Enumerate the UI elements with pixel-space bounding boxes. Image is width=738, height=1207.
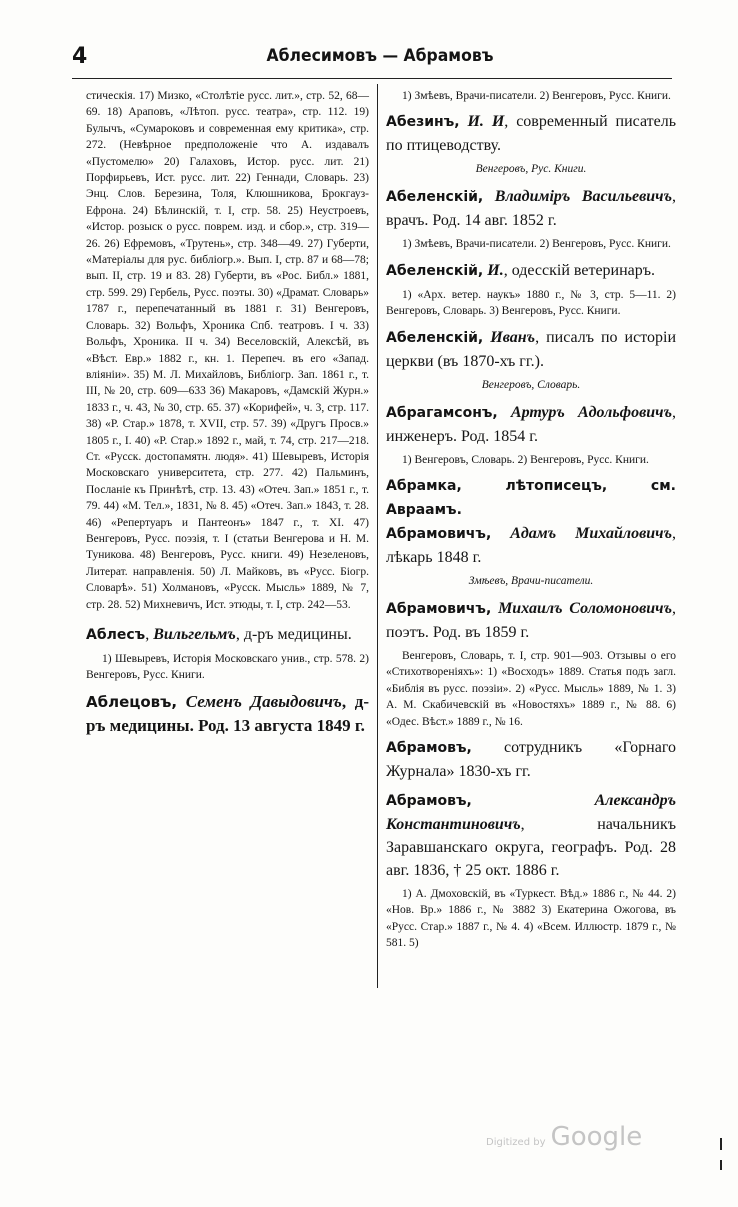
entry-description: , врачъ. Род. 14 авг. 1852 г. [386,188,676,230]
digitized-watermark [486,1122,642,1152]
entry-abletsov [86,690,369,738]
entry-references: 1) Змѣевъ, Врачи-писатели. 2) Венгеровъ, Русс. Книги. [402,238,671,251]
column-divider [377,84,378,988]
entry-name: И. [487,261,504,279]
entry-references: 1) Змѣевъ, Врачи-писатели. 2) Венгеровъ, Русс. Книги. [402,90,671,102]
entry-description: , поэтъ. Род. въ 1859 г. [386,600,677,642]
entry-name: Александръ Константиновичъ [386,792,676,834]
entry-references: Венгеровъ, Словарь, т. I, стр. 901—903. Отзывы о его «Стихотвореніяхъ»: 1) «Восходъ» 1889. Статья подъ загл. «Библія въ русс. поэзіи». 2) «Русс. Мысль» 1889, № 1. 3) А. М. Скабичевскій въ «Новостяхъ» 1889 г., № 88. 6) «Одес. Вѣст.» 1889 г., № 16. [386,650,676,728]
entry-abramov [386,736,676,783]
scan-mark [720,1160,722,1170]
entry-headword: Абеленскій, [386,262,484,279]
entry-abramovich-mikhail [386,597,676,644]
entry-name: Семенъ Давыдовичъ [185,691,342,711]
entry-name: Артуръ Адольфовичъ [510,403,673,421]
entry-references: 1) Шевыревъ, Исторія Московскаго унив., стр. 578. 2) Венгеровъ, Русс. Книги. [86,653,369,682]
entry-description: , писалъ по исторіи церкви (въ 1870-хъ гг.). [386,328,676,370]
entry-abelensky-vladimir [386,185,676,232]
entry-ables: Аблесъ, Вильгельмъ, д-ръ медицины. [86,626,352,643]
entry-headword: Абрагамсонъ, [386,404,498,421]
entry-cross-reference: Абрамка, лѣтописецъ, см. Авраамъ. [386,478,676,519]
running-head: Аблесимовъ — Абрамовъ [266,46,494,66]
entry-description: , современный писатель по птицеводству. [386,113,677,155]
entry-headword: Абезинъ, [386,114,460,131]
entry-headword: Абрамовъ, [386,793,472,810]
entry-source: Венгеровъ, Словарь. [481,378,581,391]
entry-source: Змѣевъ, Врачи-писатели. [468,575,594,588]
entry-headword: Абеленскій, [386,329,484,346]
continued-bibliography: стическія. 17) Мизко, «Столѣтіе русс. лит.», стр. 52, 68—69. 18) Араповъ, «Лѣтоп. русс. театра», стр. 112. 19) Булычъ, «Сумароковъ и современная ему критика», стр. 272. (Невѣрное предположеніе что А. издавалъ «Пустомелю» 20) Галаховъ, Истор. русс. лит. 21) Порфирьевъ, Ист. русс. лит. 22) Геннади, Словарь. 23) Энц. Слов. Березина, Толя, Клюшникова, Брокгауз-Ефрона. 24) Бѣлинскій, т. I, стр. 58. 25) Неустроевъ, «Истор. розыск о русс. поврем. изд. и сбор.», стр. 319—26. 26) Ефремовъ, «Трутень», стр. 348—49. 27) Губерти, «Матеріалы для рус. библіогр.». Вып. I, стр. 87 и 68—78; вып. II, стр. 19 и 83. 28) Губерти, въ «Рос. Библ.» 1881, стр. 599. 29) Гербель, Русс. поэты. 30) «Драмат. Словарь» 1787 г., перепечатанный въ 1881 г. 31) Венгеровъ, Словарь. 32) Вольфъ, Хроника Спб. театровъ. I ч. 33) Вольфъ, Хроника. II ч. 34) Веселовскій, Алексѣй, въ «Вѣст. Евр.» 1882 г., кн. 1. Перепеч. въ его «Запад. вліяніи». 35) М. Л. Михайловъ, Библіогр. Зап. 1861 г., т. III, № 20, стр. 609—633 36) Макаровъ, «Дамскій Журн.» 1833 г., ч. 43, № 30, стр. 65. 37) «Корифей», ч. 3, стр. 117. 38) «Р. Стар.» 1878, т. XVII, стр. 57. 39) «Другъ Просв.» 1805 г., I. 40) «Р. Стар.» 1892 г., май, т. 74, стр. 217—218. Ст. «Русск. достопамятн. людя». 41) Шевыревъ, Исторія Московскаго университета, стр. 277. 42) Пальминъ, Посланіе къ Принѣтѣ, стр. 13. 43) «Отеч. Зап.» 1851 г., т. 79. 44) «М. Тел.», 1831, № 8. 45) «Отеч. Зап.» 1843, т. 28. 46) «Репертуаръ и Пантеонъ» 1847 г., т. XI. 47) Венгеровъ, Русс. поэзія, т. I (статьи Венгерова и Н. М. Туникова. 48) Венгеровъ, Русс. книги. 49) Незеленовъ, Литерат. направленія. 50) Л. Майковъ, въ «Русс. Біогр. Словарѣ». 51) Холмановъ, «Русск. Мысль» 1889, № 7, стр. 28. 52) Михневичъ, Ист. этюды, т. I, стр. 242—53. [86,90,369,611]
entry-description: , д-ръ медицины. Род. 13 августа 1849 г. [86,691,370,735]
entry-abezin [386,110,676,157]
entry-name: И. И [467,113,505,131]
entry-references: 1) А. Дмоховскій, въ «Туркест. Вѣд.» 1886 г., № 44. 2) «Нов. Вр.» 1886 г., № 3882 3) Екатерина Ожогова, въ «Русс. Стар.» 1887 г., № 4. 4) «Всем. Иллюстр. 1879 г., № 581. 5) [386,888,676,950]
entry-abelensky-i [386,259,676,283]
entry-description: , д-ръ медицины. [235,626,352,643]
entry-abramovich-adam [386,522,676,569]
entry-name: Иванъ [490,328,536,346]
entry-headword: Аблесъ [86,627,146,643]
left-column [86,88,369,993]
entry-abelensky-ivan [386,326,676,373]
entry-name: Владиміръ Васильевичъ [494,188,672,206]
entry-description: , начальникъ Заравшанскаго округа, географъ. Род. 28 авг. 1836, † 25 окт. 1886 г. [386,816,676,880]
entry-description: сотрудникъ «Горнаго Журнала» 1830-хъ гг. [386,739,676,781]
entry-name: Вильгельмъ [153,626,236,643]
entry-description: , инженеръ. Род. 1854 г. [386,403,677,445]
entry-description: , одесскій ветеринаръ. [503,261,656,279]
entry-headword: Абрамовичъ, [386,601,492,618]
header-rule [72,78,672,79]
entry-source: Венгеровъ, Рус. Книги. [475,163,587,176]
entry-references: 1) «Арх. ветер. наукъ» 1880 г., № 3, стр. 5—11. 2) Венгеровъ, Словарь. 3) Венгеровъ, Русс. Книги. [386,288,676,318]
entry-headword: Абрамовичъ, [386,526,492,543]
entry-headword: Абрамовъ, [386,740,472,757]
entry-headword: Абеленскій, [386,189,484,206]
scan-mark [720,1138,722,1150]
entry-headword: Аблецовъ, [86,692,178,711]
right-column [386,88,677,950]
entry-abramov-alexander [386,789,676,882]
entry-name: Адамъ Михайловичъ [510,525,672,543]
digitized-by-text: Digitized by [486,1137,546,1148]
entry-description: , лѣкарь 1848 г. [386,525,676,567]
google-logo: Google [550,1122,643,1152]
entry-references: 1) Венгеровъ, Словарь. 2) Венгеровъ, Русс. Книги. [402,453,649,466]
page-number: 4 [72,44,88,69]
entry-abramka [386,474,676,522]
entry-abragamson [386,401,676,448]
entry-name: Михаилъ Соломоновичъ [498,600,673,618]
